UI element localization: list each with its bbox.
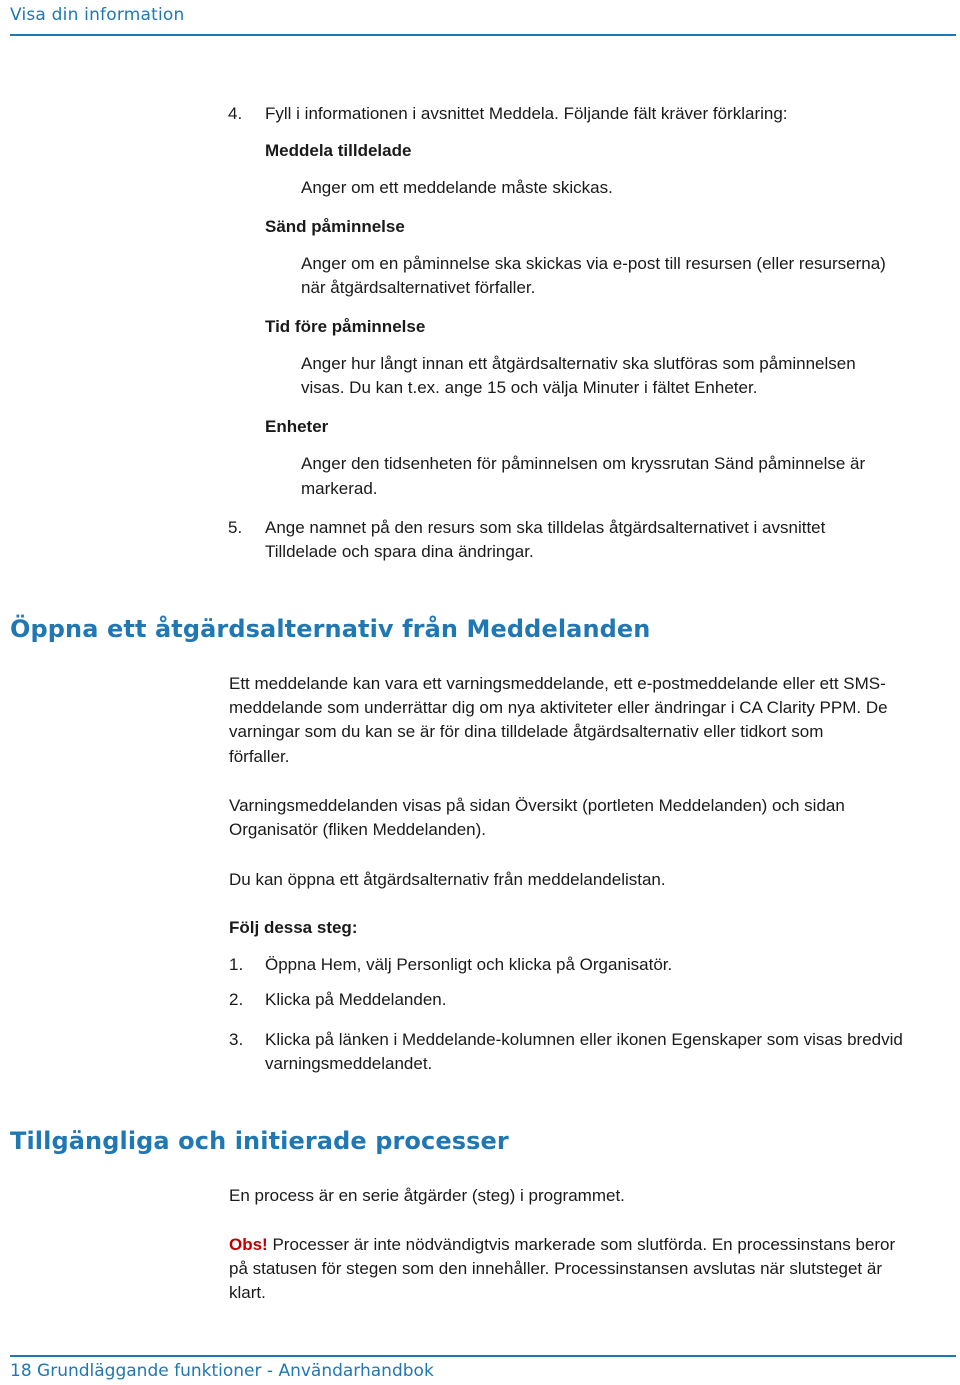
- paragraph-line: varningar som du kan se är för dina tilldelade åtgärdsalternativ eller tidkort som: [229, 722, 824, 741]
- paragraph-line: Varningsmeddelanden visas på sidan Översikt (portleten Meddelanden) och sidan: [229, 796, 845, 815]
- field-description-line: visas. Du kan t.ex. ange 15 och välja Minuter i fältet Enheter.: [301, 378, 758, 397]
- paragraph-line: En process är en serie åtgärder (steg) i programmet.: [229, 1186, 625, 1205]
- note-line: klart.: [229, 1283, 266, 1302]
- field-term: Tid före påminnelse: [265, 317, 426, 336]
- paragraph-line: Organisatör (fliken Meddelanden).: [229, 820, 487, 839]
- field-term: Enheter: [265, 417, 329, 436]
- step-text-line: Tilldelade och spara dina ändringar.: [265, 542, 534, 561]
- step-number: 2.: [229, 990, 244, 1009]
- section-heading: Tillgängliga och initierade processer: [10, 1127, 509, 1155]
- paragraph-line: meddelande som underrättar dig om nya aktiviteter eller ändringar i CA Clarity PPM. De: [229, 698, 888, 717]
- step-text-line: Ange namnet på den resurs som ska tilldelas åtgärdsalternativet i avsnittet: [265, 518, 826, 537]
- paragraph-line: Du kan öppna ett åtgärdsalternativ från meddelandelistan.: [229, 870, 666, 889]
- note-text: Processer är inte nödvändigtvis markerade som slutförda. En processinstans beror: [267, 1235, 896, 1254]
- field-term: Meddela tilldelade: [265, 141, 412, 160]
- step-text: Klicka på Meddelanden.: [265, 990, 447, 1009]
- field-description-line: Anger den tidsenheten för påminnelsen om kryssrutan Sänd påminnelse är: [301, 454, 866, 473]
- field-description-line: markerad.: [301, 479, 378, 498]
- step-number: 5.: [228, 518, 243, 537]
- paragraph-line: förfaller.: [229, 747, 290, 766]
- step-number: 1.: [229, 955, 244, 974]
- note-line: på statusen för stegen som den innehåller. Processinstansen avslutas när slutsteget är: [229, 1259, 882, 1278]
- field-description-line: när åtgärdsalternativet förfaller.: [301, 278, 536, 297]
- paragraph-line: Ett meddelande kan vara ett varningsmeddelande, ett e-postmeddelande eller ett SMS-: [229, 674, 886, 693]
- field-description: Anger om ett meddelande måste skickas.: [301, 178, 613, 197]
- note-label: Obs!: [229, 1235, 268, 1254]
- field-description-line: Anger om en påminnelse ska skickas via e-post till resursen (eller resurserna): [301, 254, 886, 273]
- step-number: 4.: [228, 104, 243, 123]
- steps-label: Följ dessa steg:: [229, 918, 358, 937]
- page-header-title: Visa din information: [10, 5, 185, 25]
- page-footer: 18 Grundläggande funktioner - Användarhandbok: [10, 1361, 434, 1381]
- header-rule: [10, 34, 956, 36]
- field-description-line: Anger hur långt innan ett åtgärdsalternativ ska slutföras som påminnelsen: [301, 354, 856, 373]
- step-text-line: varningsmeddelandet.: [265, 1054, 433, 1073]
- footer-rule: [10, 1355, 956, 1357]
- field-term: Sänd påminnelse: [265, 217, 405, 236]
- step-text: Fyll i informationen i avsnittet Meddela. Följande fält kräver förklaring:: [265, 104, 788, 123]
- note-line: [229, 1233, 895, 1257]
- section-heading: Öppna ett åtgärdsalternativ från Meddelanden: [10, 615, 651, 643]
- step-text-line: Klicka på länken i Meddelande-kolumnen eller ikonen Egenskaper som visas bredvid: [265, 1030, 903, 1049]
- step-text: Öppna Hem, välj Personligt och klicka på Organisatör.: [265, 955, 673, 974]
- step-number: 3.: [229, 1030, 244, 1049]
